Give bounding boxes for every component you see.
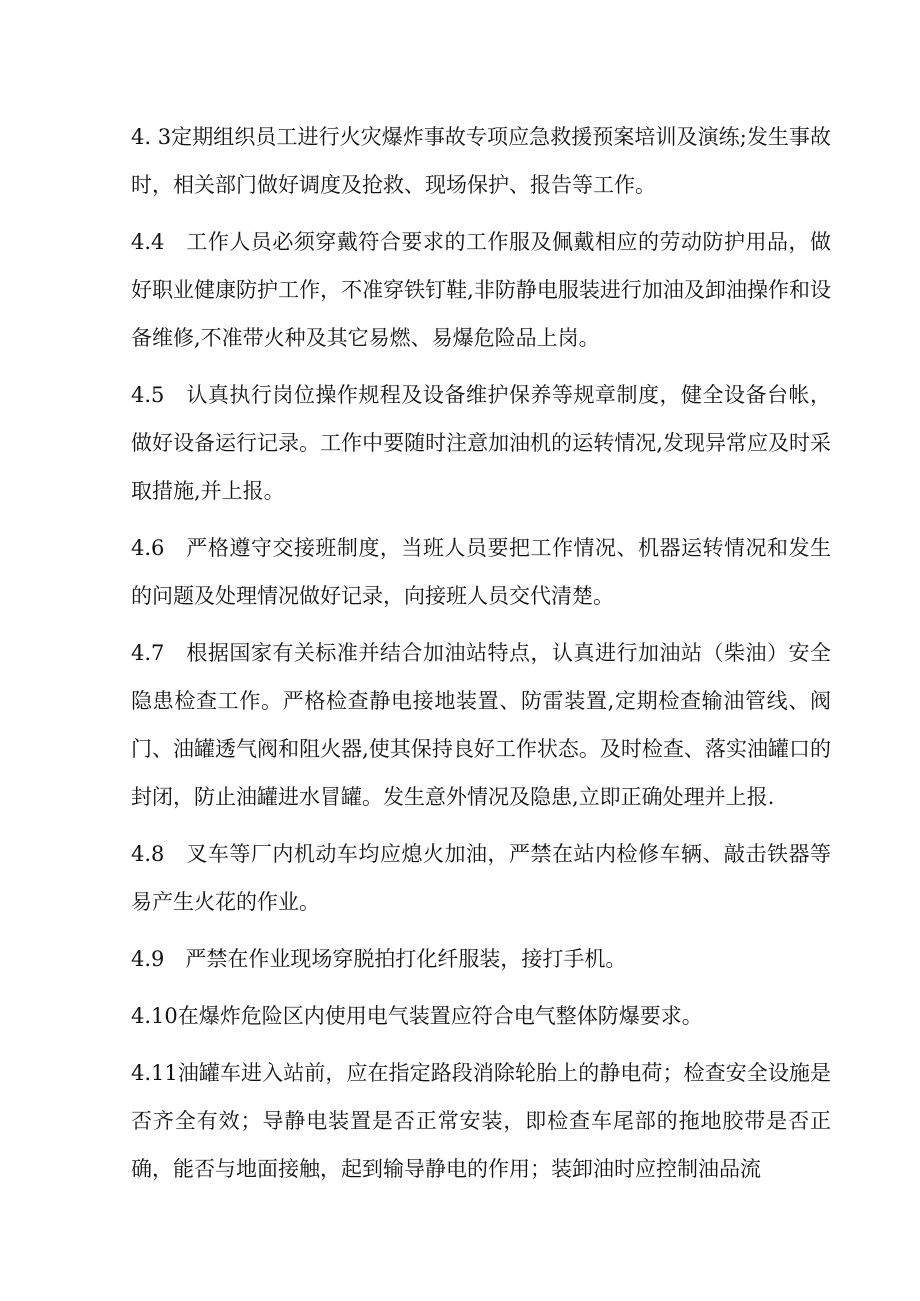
paragraph-4-10: 4.10在爆炸危险区内使用电气装置应符合电气整体防爆要求。 bbox=[131, 1004, 703, 1028]
paragraph-4-7: 4.7 根据国家有关标准并结合加油站特点，认真进行加油站（柴油）安全隐患检查工作。严格检查静电接地装置、防雷装置,定期检查输油管线、阀门、油罐透气阀和阻火器,使其保持良好工作状态。及时检查、落实油罐口的封闭，防止油罐进水冒罐。发生意外情况及隐患,立即正确处理并上报. bbox=[131, 641, 831, 809]
document-body bbox=[131, 113, 831, 1202]
paragraph-4-9: 4.9 严禁在作业现场穿脱拍打化纤服装，接打手机。 bbox=[131, 947, 627, 971]
paragraph-4-4: 4.4 工作人员必须穿戴符合要求的工作服及佩戴相应的劳动防护用品，做好职业健康防护工作，不准穿铁钉鞋,非防静电服装进行加油及卸油操作和设备维修,不准带火种及其它易燃、易爆危险品上岗。 bbox=[131, 230, 831, 350]
paragraph-4-8: 4.8 叉车等厂内机动车均应熄火加油，严禁在站内检修车辆、敲击铁器等易产生火花的作业。 bbox=[131, 842, 831, 914]
paragraph-4-3: 4. 3定期组织员工进行火灾爆炸事故专项应急救援预案培训及演练;发生事故时，相关部门做好调度及抢救、现场保护、报告等工作。 bbox=[131, 125, 831, 197]
paragraph-4-11: 4.11油罐车进入站前，应在指定路段消除轮胎上的静电荷；检查安全设施是否齐全有效；导静电装置是否正常安装，即检查车尾部的拖地胶带是否正确，能否与地面接触，起到输导静电的作用；装卸油时应控制油品流 bbox=[131, 1061, 831, 1181]
paragraph-4-6: 4.6 严格遵守交接班制度，当班人员要把工作情况、机器运转情况和发生的问题及处理情况做好记录，向接班人员交代清楚。 bbox=[131, 536, 831, 608]
paragraph-4-5: 4.5 认真执行岗位操作规程及设备维护保养等规章制度，健全设备台帐，做好设备运行记录。工作中要随时注意加油机的运转情况,发现异常应及时采取措施,并上报。 bbox=[131, 383, 831, 503]
